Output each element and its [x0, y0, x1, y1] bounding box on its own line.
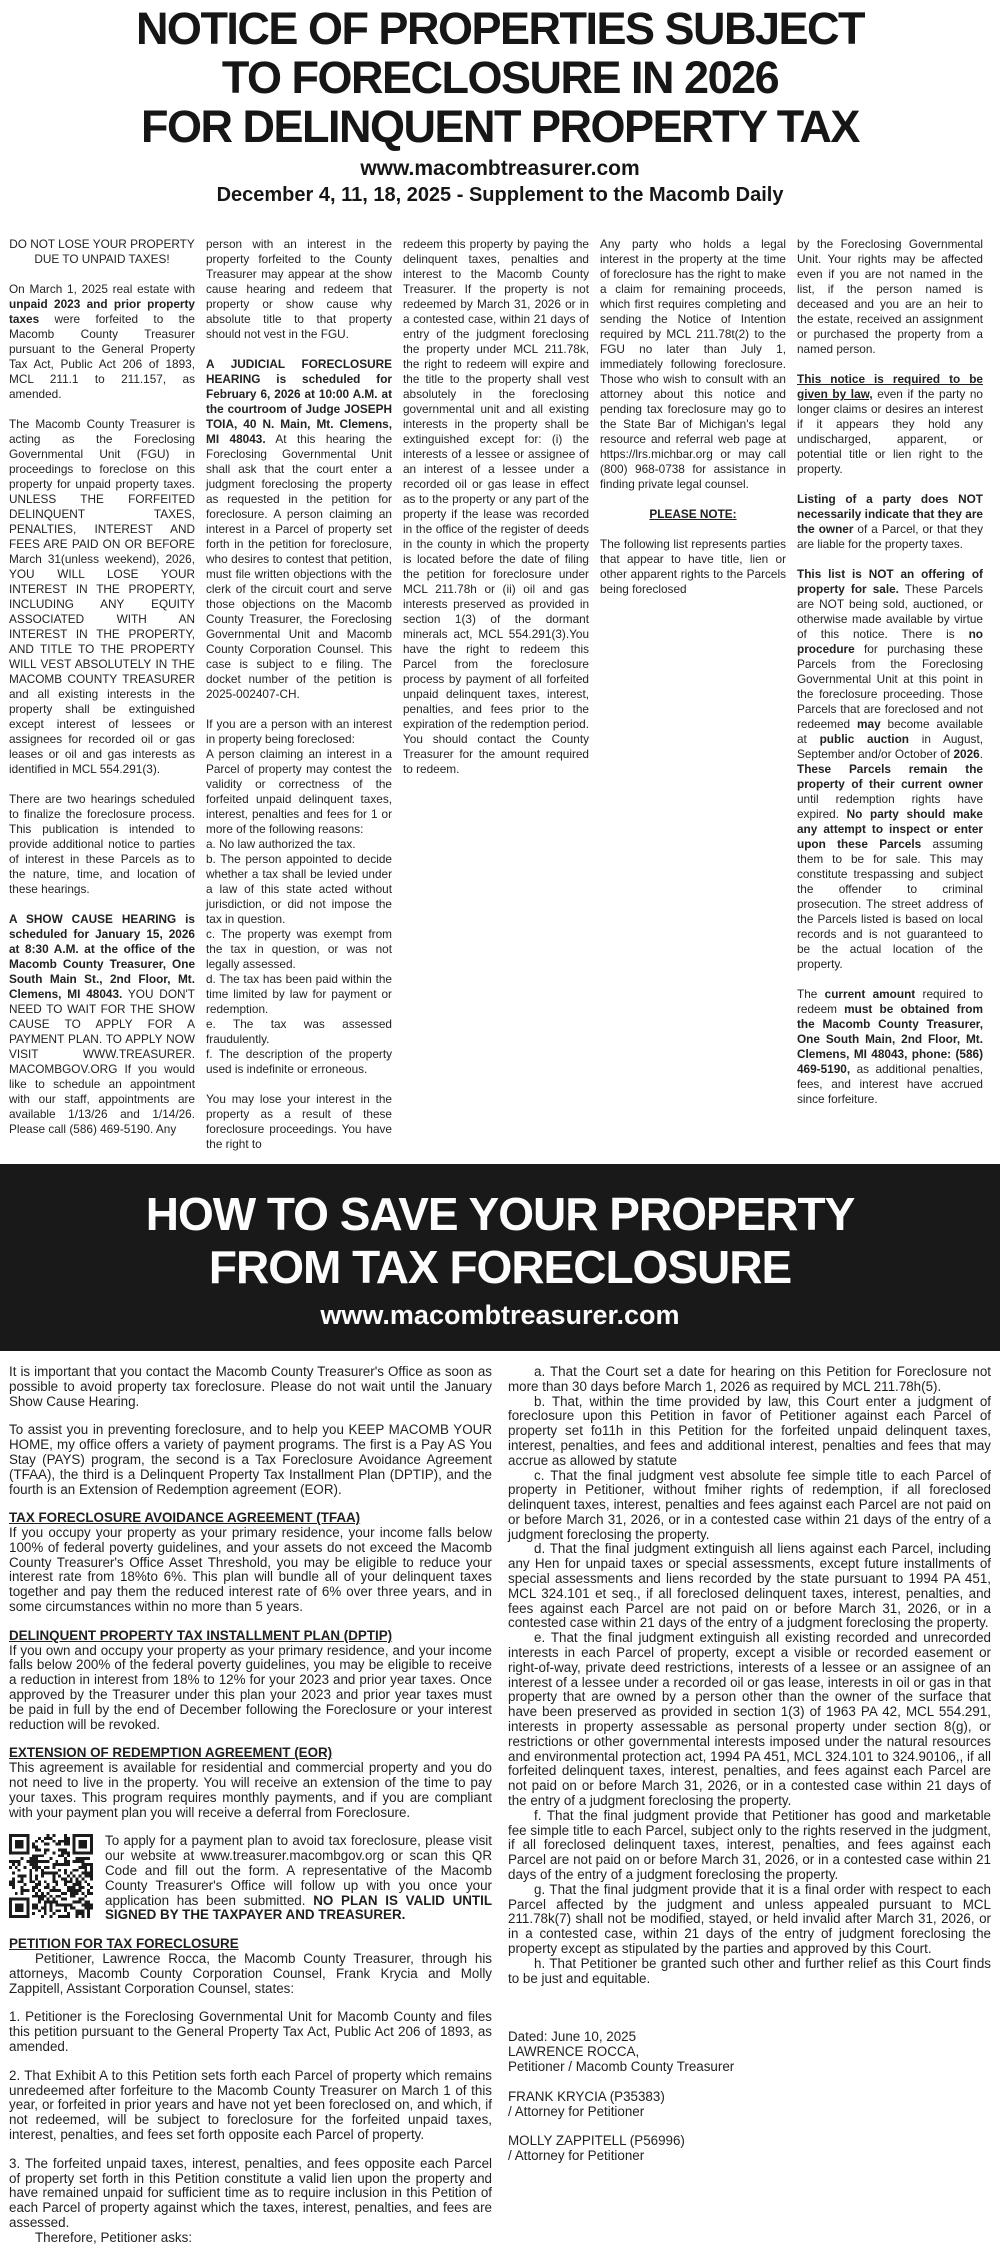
text-run: Any party who holds a legal interest in the property at the time of foreclosure has the right to make a claim for remaining proceeds, which first requires completing and sending the Notice of Intention required by MCL 211.78t(2) to the FGU no later than July 1, immediately following foreclosure. Those who wish to consult with an attorney about this notice and pending tax foreclosure may go to the State Bar of Michigan's legal resource and referral web page at https://lrs.michbar.org or may call (800) 968-0738 for assistance in finding private legal counsel.	[600, 237, 786, 492]
text-run: EXTENSION OF REDEMPTION AGREEMENT (EOR)	[9, 1745, 333, 1761]
text-run: No party should make any attempt to inspect or enter upon these Parcels	[797, 807, 983, 852]
text-run: public auction	[819, 732, 909, 747]
publication-dateline: December 4, 11, 18, 2025 - Supplement to the Macomb Daily	[216, 184, 784, 207]
paragraph	[508, 1809, 991, 1883]
text-run: even if the party no longer claims or desires an interest if it appears they hold any undischarged, apparent, or potential title or lien right to the property.	[797, 387, 983, 477]
text-run: a. That the Court set a date for hearing on this Petition for Foreclosure not more than 30 days before March 1, 2026 as required by MCL 211.78h(5).	[508, 1363, 991, 1394]
text-run: A person claiming an interest in a Parcel of property may contest the validity or correctness of the forfeited unpaid delinquent taxes, interest, penalties and fees for 1 or more of the following reasons:	[206, 747, 392, 837]
paragraph	[797, 987, 983, 1107]
masthead	[0, 0, 1000, 207]
paragraph	[206, 357, 392, 702]
text-run: MOLLY ZAPPITELL (P56996)	[508, 2133, 685, 2149]
text-run: current amount	[824, 987, 916, 1002]
text-run: assuming them to be for sale. This may constitute trespassing and subject the offender to criminal prosecution. The street address of the Parcels listed is based on local records and is not guaranteed to be the actual location of the property.	[797, 837, 983, 972]
paragraph	[508, 1631, 991, 1809]
text-run: c. That the final judgment vest absolute fee simple title to each Parcel of property in Petitioner, without fmiher rights of redemption, if all foreclosed delinquent taxes, interest, penalties and fees against each Parcel are not paid on or before March 31, 2026, or in a contested case within 21 days of the entry of a judgment foreclosing the property.	[508, 1467, 991, 1542]
text-run: PETITION FOR TAX FORECLOSURE	[9, 1936, 239, 1952]
paragraph	[206, 747, 392, 837]
paragraph	[9, 2157, 492, 2231]
text-run: f. The description of the property used is indefinite or erroneous.	[206, 1047, 392, 1077]
petition-heading	[9, 1937, 492, 1952]
paragraph	[508, 1542, 991, 1631]
text-run: e. That the final judgment extinguish all existing recorded and unrecorded interests in each Parcel of property, except a visible or recorded easement or right-of-way, private deed restrictions, interests of a lessee or an assignee of an interest of a lessee under a recorded oil or gas lease, interests in oil or gas in that property that are owned by a person other than the owner of the surface that have been preserved as provided in section 1(3) of 1963 PA 42, MCL 554.291, interests in property assessable as personal property under section 8(g), or restrictions or other governmental interests imposed under the natural resources and environmental protection act, 1994 PA 451, MCL 324.101 to 324.90106,, if all forfeited delinquent taxes, interest, penalties, and fees against each Parcel are not paid on or before March 31, 2026, or in a contested case within 21 days of the entry of a judgment foreclosing the property.	[508, 1630, 991, 1809]
banner-line-1: HOW TO SAVE YOUR PROPERTY	[145, 1188, 855, 1241]
text-run: YOU DON'T NEED TO WAIT FOR THE SHOW CAUSE TO APPLY FOR A PAYMENT PLAN. TO APPLY NOW VISIT WWW.TREASURER. MACOMBGOV.ORG If you would like to schedule an appointment with our staff, appointments are available 1/13/26 and 1/14/26. Please call (586) 469-5190. Any	[9, 987, 195, 1137]
notice-column-5	[797, 237, 983, 1152]
banner-website-url: www.macombtreasurer.com	[320, 1299, 680, 1330]
paragraph	[9, 2231, 492, 2246]
text-run: b. That, within the time provided by law, this Court enter a judgment of foreclosure upon this Petition in favor of Petitioner against each Parcel of property set fo11h in this Petition for the forfeited unpaid delinquent taxes, interest, penalties, and fees and additional interest, penalties and fees that may accrue as allowed by statute	[508, 1393, 991, 1468]
banner-line-2: FROM TAX FORECLOSURE	[208, 1241, 792, 1294]
text-run: This agreement is available for residential and commercial property and you do not need to live in the property. You will receive an extension of the time to pay your taxes. This program requires monthly payments, and if you are compliant with your payment plan you will receive a deferral from Foreclosure.	[9, 1760, 492, 1820]
text-run: TAX FORECLOSURE AVOIDANCE AGREEMENT (TFAA)	[9, 1510, 361, 1526]
text-run: no procedure	[797, 627, 983, 657]
paragraph	[508, 1883, 991, 1957]
paragraph	[9, 1526, 492, 1615]
title-line-2: TO FORECLOSURE IN 2026	[221, 52, 779, 104]
paragraph	[797, 372, 983, 477]
text-run: g. That the final judgment provide that it is a final order with respect to each Parcel affected by the judgment and unless appealed pursuant to MCL 211.78k(7) shall not be modified, stayed, or held invalid after March 31, 2026, or in a contested case, within 21 days of the entry of judgment foreclosing the property except as stipulated by the parties and approved by this Court.	[508, 1881, 991, 1956]
text-run: must be obtained from the Macomb County Treasurer, One South Main, 2nd Floor, Mt. Clemens, MI 48043, phone: (586) 469-5190,	[797, 1002, 983, 1077]
paragraph	[600, 237, 786, 492]
notice-column-1	[9, 237, 195, 1152]
text-run: required to redeem	[797, 987, 983, 1017]
petitioner-title	[508, 2060, 991, 2075]
text-run: Petitioner, Lawrence Rocca, the Macomb County Treasurer, through his attorneys, Macomb County Corporation Counsel, Frank Krycia and Molly Zappitell, Assistant Corporation Counsel, states:	[9, 1951, 492, 1996]
attorney-2-name	[508, 2134, 991, 2149]
eor-heading	[9, 1746, 492, 1761]
petitioner-name	[508, 2045, 991, 2060]
howto-left-top	[9, 1365, 492, 1821]
howto-left-column	[9, 1365, 492, 2246]
notice-body	[0, 207, 1000, 1158]
qr-paragraph	[105, 1834, 492, 1923]
paragraph	[9, 417, 195, 777]
paragraph	[508, 1469, 991, 1543]
text-run: You may lose your interest in the property as a result of these foreclosure proceedings. You have the right to	[206, 1092, 392, 1152]
text-run: The Macomb County Treasurer is acting as the Foreclosing Governmental Unit (FGU) in proceedings to foreclose on this property for unpaid property taxes. UNLESS THE FORFEITED DELINQUENT TAXES, PENALTIES, INTEREST AND FEES ARE PAID ON OR BEFORE March 31(unless weekend), 2026, YOU WILL LOSE YOUR INTEREST IN THE PROPERTY, INCLUDING ANY EQUITY ASSOCIATED WITH AN INTEREST IN THE PROPERTY, AND TITLE TO THE PROPERTY WILL VEST ABSOLUTELY IN THE MACOMB COUNTY TREASURER and all existing interests in the property shall be extinguished except interest of lessees or assignees for recorded oil or gas leases or oil and gas interests as identified in MCL 554.291(3).	[9, 417, 195, 777]
text-run: for purchasing these Parcels from the Foreclosing Governmental Unit at this point in the foreclosure proceeding. Those Parcels that are foreclosed and not redeemed	[797, 642, 983, 732]
paragraph	[206, 1092, 392, 1152]
attorney-1-name	[508, 2090, 991, 2105]
title-line-3: FOR DELINQUENT PROPERTY TAX	[141, 101, 859, 153]
text-run: b. The person appointed to decide whether a tax shall be levied under a law of this state acted without jurisdiction, or did not impose the tax in question.	[206, 852, 392, 927]
paragraph	[600, 537, 786, 597]
website-url: www.macombtreasurer.com	[360, 157, 640, 181]
howto-section	[0, 1351, 1000, 2256]
text-run: FRANK KRYCIA (P35383)	[508, 2088, 665, 2104]
paragraph	[508, 1365, 991, 1395]
paragraph	[797, 567, 983, 972]
text-run: as additional penalties, fees, and interest have accrued since forfeiture.	[797, 1062, 983, 1107]
text-run: PLEASE NOTE:	[649, 507, 737, 522]
paragraph	[9, 1952, 492, 1996]
text-run: DO NOT LOSE YOUR PROPERTY DUE TO UNPAID TAXES!	[9, 237, 195, 267]
text-run: NO PLAN IS VALID UNTIL SIGNED BY THE TAXPAYER AND TREASURER.	[105, 1892, 493, 1923]
text-run: may	[857, 717, 881, 732]
attorney-1-title	[508, 2105, 991, 2120]
text-run: If you own and occupy your property as your primary residence, and your income falls below 200% of the federal poverty guidelines, you may be eligible to receive a reduction in interest from 18% to 12% for your 2023 and prior year taxes. Once approved by the Treasurer under this plan your 2023 and prior year taxes must be paid in full by the end of December following the Foreclosure or your interest reduction will be revoked.	[9, 1642, 492, 1732]
paragraph	[9, 1365, 492, 1409]
howto-banner	[0, 1164, 1000, 1351]
text-run: unpaid 2023 and prior property taxes	[9, 297, 195, 327]
text-run: It is important that you contact the Macomb County Treasurer's Office as soon as possible to avoid property tax foreclosure. Please do not wait until the January Show Cause Hearing.	[9, 1363, 492, 1409]
page-title	[0, 4, 1000, 151]
text-run: in August, September and/or October of	[797, 732, 983, 762]
paragraph	[206, 1017, 392, 1047]
paragraph	[206, 237, 392, 342]
text-run: Petitioner / Macomb County Treasurer	[508, 2058, 735, 2074]
text-run: Therefore, Petitioner asks:	[35, 2229, 193, 2245]
text-run: e. The tax was assessed fraudulently.	[206, 1017, 392, 1047]
dptip-heading	[9, 1629, 492, 1644]
text-run: The	[797, 987, 825, 1002]
text-run: Dated: June 10, 2025	[508, 2029, 637, 2045]
paragraph	[9, 1761, 492, 1820]
text-run: If you are a person with an interest in property being foreclosed:	[206, 717, 392, 747]
text-run: of a Parcel, or that they are liable for the property taxes.	[797, 522, 983, 552]
paragraph	[403, 237, 589, 777]
text-run: If you occupy your property as your primary residence, your income falls below 100% of federal poverty guidelines, and your assets do not exceed the Macomb County Treasurer's Office Asset Threshold, you may be eligible to reduce your interest rate from 18%to 6%. This plan will bundle all of your delinquent taxes together and pay them the reduced interest rate of 6% over three years, and in some circumstances within no more than 5 years.	[9, 1525, 492, 1615]
paragraph	[206, 1047, 392, 1077]
text-run: / Attorney for Petitioner	[508, 2148, 645, 2164]
paragraph	[206, 717, 392, 747]
dated-line	[508, 2030, 991, 2045]
paragraph	[9, 2069, 492, 2143]
text-run: c. The property was exempt from the tax in question, or was not legally assessed.	[206, 927, 392, 972]
paragraph	[797, 237, 983, 357]
text-run: The following list represents parties that appear to have title, lien or other apparent rights to the Parcels being foreclosed	[600, 537, 786, 597]
text-run: 1. Petitioner is the Foreclosing Governmental Unit for Macomb County and files this petition pursuant to the General Property Tax Act, Public Act 206 of 1893, as amended.	[9, 2009, 492, 2054]
qr-apply-row	[9, 1834, 492, 1923]
text-run: A JUDICIAL FORECLOSURE HEARING is scheduled for February 6, 2026 at 10:00 A.M. at the courtroom of Judge JOSEPH TOIA, 40 N. Main, Mt. Clemens, MI 48043.	[206, 357, 392, 447]
notice-column-4	[600, 237, 786, 1152]
text-run: This notice is required to be given by law,	[797, 372, 983, 402]
howto-left-bottom	[9, 1937, 492, 2245]
text-run: become available at	[797, 717, 983, 747]
text-run: A SHOW CAUSE HEARING is scheduled for January 15, 2026 at 8:30 A.M. at the office of the Macomb County Treasurer, One South Main St., 2nd Floor, Mt. Clemens, MI 48043.	[9, 912, 195, 1002]
text-run: 2026	[953, 747, 980, 762]
tfaa-heading	[9, 1511, 492, 1526]
text-run: person with an interest in the property forfeited to the County Treasurer may appear at the show cause hearing and redeem that property or show cause why absolute title to that property should not vest in the FGU.	[206, 237, 392, 342]
paragraph	[9, 1423, 492, 1497]
paragraph	[206, 972, 392, 1017]
text-run: To assist you in preventing foreclosure, and to help you KEEP MACOMB YOUR HOME, my office offers a variety of payment programs. The first is a Pay AS You Stay (PAYS) program, the second is a Tax Foreclosure Avoidance Agreement (TFAA), the third is a Delinquent Property Tax Installment Plan (DPTIP), and the fourth is an Extension of Redemption agreement (EOR).	[9, 1422, 492, 1497]
paragraph	[508, 1957, 991, 1987]
do-not-lose-heading	[9, 237, 195, 267]
paragraph	[9, 792, 195, 897]
paragraph	[9, 282, 195, 402]
text-run: h. That Petitioner be granted such other and further relief as this Court finds to be just and equitable.	[508, 1955, 991, 1986]
text-run: 3. The forfeited unpaid taxes, interest, penalties, and fees opposite each Parcel of property set forth in this Petition constitute a valid lien upon the property and have remained unpaid for sufficient time as to require inclusion in this Petition of each Parcel of property against which the taxes, interest, penalties, and fees are assessed.	[9, 2155, 492, 2230]
howto-right-column	[508, 1365, 991, 2246]
text-run: until redemption rights have expired.	[797, 792, 983, 822]
qr-code	[9, 1834, 93, 1918]
title-line-1: NOTICE OF PROPERTIES SUBJECT	[135, 3, 865, 54]
text-run: LAWRENCE ROCCA,	[508, 2044, 640, 2060]
text-run: These Parcels remain the property of their current owner	[797, 762, 983, 792]
text-run: d. That the final judgment extinguish all liens against each Parcel, including any Hen for unpaid taxes or special assessments, except future installments of special assessments and liens recorded by the state pursuant to 1994 PA 451, MCL 324.101 et seq., if all foreclosed delinquent taxes, interest, penalties, and fees against each Parcel are not paid on or before March 31, 2026, or in a contested case within 21 days of the entry of a judgment foreclosing the property.	[508, 1541, 991, 1631]
notice-column-2	[206, 237, 392, 1152]
attorney-2-title	[508, 2149, 991, 2164]
paragraph	[206, 852, 392, 927]
qr-code-icon	[9, 1834, 93, 1922]
paragraph	[508, 1395, 991, 1469]
text-run: were forfeited to the Macomb County Treasurer pursuant to the General Property Tax Act, Public Act 206 of 1893, MCL 211.1 to 211.157, as amended.	[9, 312, 195, 402]
text-run: DELINQUENT PROPERTY TAX INSTALLMENT PLAN (DPTIP)	[9, 1627, 393, 1643]
text-run: 2. That Exhibit A to this Petition sets forth each Parcel of property which remains unredeemed after forfeiture to the Macomb County Treasurer on March 1 of this year, or forfeited in prior years and have not yet been foreclosed on, and which, if not redeemed, will be subject to foreclosure for the forfeited unpaid taxes, interest, penalties, and fees set forth opposite each Parcel of property.	[9, 2067, 492, 2142]
text-run: At this hearing the Foreclosing Governmental Unit shall ask that the court enter a judgment foreclosing the property as requested in the petition for foreclosure. A person claiming an interest in a Parcel of property set forth in the petition for foreclosure, who desires to contest that petition, must file written objections with the clerk of the circuit court and serve those objections on the Macomb County Treasurer, the Foreclosing Governmental Unit and Macomb County Corporation Counsel. This case is subject to e filing. The docket number of the petition is 2025-002407-CH.	[206, 432, 393, 702]
text-run: These Parcels are NOT being sold, auctioned, or otherwise made available by virtue of this notice. There is	[797, 582, 983, 642]
paragraph	[9, 2010, 492, 2054]
text-run: a. No law authorized the tax.	[206, 837, 356, 852]
please-note-heading	[600, 507, 786, 522]
paragraph	[206, 927, 392, 972]
text-run: On March 1, 2025 real estate with	[9, 282, 195, 297]
paragraph	[797, 492, 983, 552]
paragraph	[206, 837, 392, 852]
text-run: There are two hearings scheduled to finalize the foreclosure process. This publication is intended to provide additional notice to parties of interest in these Parcels as to the nature, time, and location of these hearings.	[9, 792, 195, 897]
text-run: This list is NOT an offering of property for sale.	[797, 567, 983, 597]
text-run: f. That the final judgment provide that Petitioner has good and marketable fee simple title to each Parcel, subject only to the rights reserved in the judgment, if all foreclosed delinquent taxes, interest, penalties, and fees against each Parcel are not paid on or before March 31, 2026, or in a contested case within 21 days of the entry of a judgment foreclosing the property.	[508, 1807, 991, 1883]
paragraph	[9, 1644, 492, 1733]
notice-column-3	[403, 237, 589, 1152]
text-run: redeem this property by paying the delinquent taxes, penalties and interest to the Macomb County Treasurer. If the property is not redeemed by March 31, 2026 or in a contested case, within 21 days of entry of the judgment foreclosing the property under MCL 211.78k, the right to redeem will expire and the title to the property shall vest absolutely in the foreclosing governmental unit and all existing interests in the property shall be extinguished except for: (i) the interests of a lessee or assignee of an interest of a lessee under a recorded oil or gas lease in effect as to the property or any part of the property if the lease was recorded in the office of the register of deeds in the county in which the property is located before the date of filing the petition for foreclosure under MCL 211.78h or (ii) oil and gas interests preserved as provided in section 1(3) of the dormant minerals act, MCL 554.291(3).You have the right to redeem this Parcel from the foreclosure process by payment of all forfeited unpaid delinquent taxes, interest, penalties, and fees prior to the expiration of the redemption period. You should contact the County Treasurer for the amount required to redeem.	[403, 237, 589, 777]
text-run: Listing of a party does NOT necessarily indicate that they are the owner	[797, 492, 983, 537]
text-run: by the Foreclosing Governmental Unit. Your rights may be affected even if you are not named in the list, if the person named is deceased and you are an heir to the estate, received an assignment or purchased the property from a named person.	[797, 237, 983, 357]
paragraph	[9, 912, 195, 1137]
text-run: To apply for a payment plan to avoid tax foreclosure, please visit our website at www.treasurer.macombgov.org or scan this QR Code and fill out the form. A representative of the Macomb County Treasurer's Office will follow up with you once your application has been submitted.	[105, 1833, 492, 1908]
text-run: .	[979, 747, 983, 762]
text-run: d. The tax has been paid within the time limited by law for payment or redemption.	[206, 972, 392, 1017]
text-run: / Attorney for Petitioner	[508, 2103, 645, 2119]
